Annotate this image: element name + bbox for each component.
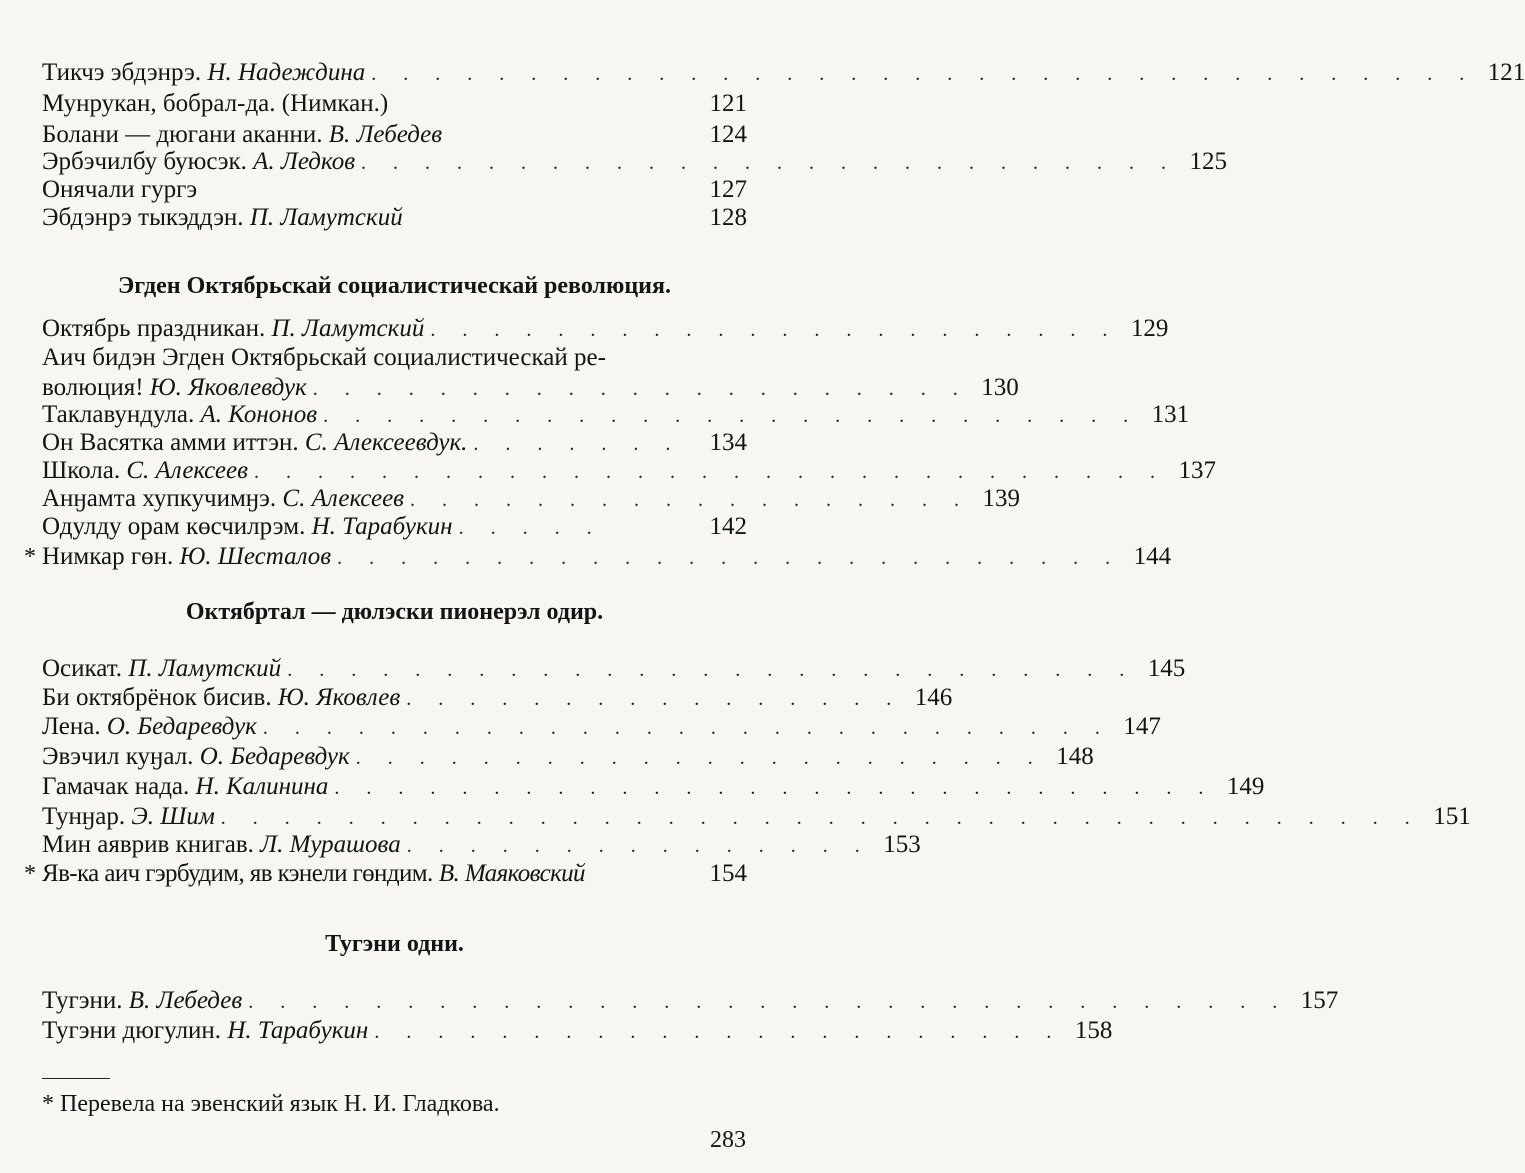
leader-dots: . . . . . . . . . . . . . . . . . . . . . . bbox=[355, 747, 1044, 769]
entry-page: 149 bbox=[1226, 773, 1265, 800]
entry-author: Э. Шим bbox=[131, 803, 215, 830]
leader-dots: . . . . . . . . . . . . . . . . . . . . . bbox=[312, 378, 969, 400]
toc-entry bbox=[42, 87, 747, 121]
entry-page: 158 bbox=[1074, 1017, 1113, 1044]
entry-page: 148 bbox=[1056, 743, 1094, 770]
leader-dots: . . . . . . . . . . . . . . . . . . . . . . . . . . bbox=[361, 152, 1178, 174]
entry-title: Лена. bbox=[42, 713, 101, 740]
toc-entry bbox=[42, 201, 747, 235]
toc-entry bbox=[42, 770, 1265, 804]
entry-title: Гамачак нада. bbox=[42, 773, 190, 800]
entry-page: 130 bbox=[981, 374, 1019, 401]
entry-page: 147 bbox=[1123, 713, 1161, 740]
toc-entry bbox=[42, 1014, 1113, 1048]
entry-page: 125 bbox=[1189, 148, 1228, 175]
leader-dots: . . . . . . . . . . . . . . . . . . . . . . . . . . . . . . . . . . . . . . bbox=[220, 807, 1421, 829]
entry-page: 134 bbox=[709, 429, 747, 456]
footnote-rule bbox=[42, 1078, 110, 1079]
section-heading: Тугэни одни. bbox=[325, 931, 464, 957]
entry-author: Ю. Яковлевдук bbox=[149, 374, 307, 401]
entry-page: 131 bbox=[1151, 401, 1190, 428]
entry-author: С. Алексеев bbox=[126, 457, 248, 484]
entry-title: Яв-ка аич гэрбудим, яв кэнели гөндим. bbox=[42, 860, 433, 887]
entry-title: Нимкар гөн. bbox=[42, 543, 174, 570]
footnote: * Перевела на эвенский язык Н. И. Гладкова. bbox=[42, 1091, 500, 1117]
entry-title: Эвэчил куӈал. bbox=[42, 743, 194, 770]
entry-author: С. Алексеев bbox=[282, 485, 405, 512]
entry-title: Эбдэнрэ тыкэддэн. bbox=[42, 204, 244, 231]
leader-dots: . . . . . . . bbox=[473, 433, 682, 455]
entry-page: 139 bbox=[982, 485, 1021, 512]
toc-entry bbox=[42, 710, 1161, 744]
entry-title: Тунӈар. bbox=[42, 803, 126, 830]
entry-title: Онячали гургэ bbox=[42, 176, 198, 203]
entry-author: Н. Калинина bbox=[195, 773, 329, 800]
entry-author: А. Ледков bbox=[253, 148, 356, 175]
entry-author: П. Ламутский bbox=[128, 655, 282, 682]
section-heading: Эгден Октябрьскай социалистическай революция. bbox=[118, 273, 671, 299]
leader-dots: . . . . . . . . . . . . . . . . . . . . . . . . . . . . . . . . . bbox=[248, 991, 1289, 1013]
entry-author: П. Ламутский bbox=[271, 315, 425, 342]
entry-page: 157 bbox=[1300, 987, 1339, 1014]
leader-dots: . . . . . . . . . . . . . . . . . . . . . . . . . bbox=[337, 547, 1122, 569]
leader-dots: . . . . . . . . . . . . . . . . . . . . . . . . . . . . . . . . . . . bbox=[371, 63, 1476, 85]
entry-author: Н. Надеждина bbox=[207, 59, 366, 86]
leader-dots: . . . . . . . . . . . . . . . . . . bbox=[410, 489, 971, 511]
entry-author: С. Алексеевдук. bbox=[304, 429, 468, 456]
entry-author: В. Лебедев bbox=[328, 121, 443, 148]
entry-title: Осикат. bbox=[42, 655, 123, 682]
leader-dots: . . . . . . . . . . . . . . . . . . . . . . bbox=[374, 1021, 1063, 1043]
leader-dots: . . . . . bbox=[458, 517, 603, 539]
leader-dots: . . . . . . . . . . . . . . . . . . . . . . bbox=[430, 319, 1119, 341]
entry-title: Эрбэчилбу буюсэк. bbox=[42, 148, 247, 175]
entry-title: Таклавундула. bbox=[42, 401, 195, 428]
entry-page: 142 bbox=[709, 513, 747, 540]
entry-author: Ю. Яковлев bbox=[277, 684, 401, 711]
entry-author: Н. Тарабукин bbox=[227, 1017, 369, 1044]
entry-title: волюция! bbox=[42, 374, 144, 401]
section-heading: Октябртал — дюлэски пионерэл одир. bbox=[185, 599, 604, 625]
entry-author: О. Бедаревдук bbox=[199, 743, 350, 770]
entry-page: 144 bbox=[1133, 543, 1172, 570]
toc-entry bbox=[42, 510, 747, 544]
footnote-marker: * bbox=[24, 861, 36, 887]
entry-author: А. Кононов bbox=[200, 401, 318, 428]
leader-dots: . . . . . . . . . . . . . . . bbox=[406, 835, 871, 857]
entry-title: Тугэни дюгулин. bbox=[42, 1017, 222, 1044]
page-number: 283 bbox=[710, 1127, 746, 1153]
toc-entry bbox=[42, 56, 1525, 90]
entry-page: 151 bbox=[1433, 803, 1471, 830]
entry-page: 153 bbox=[883, 831, 921, 858]
entry-author: П. Ламутский bbox=[249, 204, 403, 231]
entry-author: Ю. Шесталов bbox=[179, 543, 332, 570]
entry-page: 128 bbox=[709, 204, 747, 231]
entry-title: Би октябрёнок бисив. bbox=[42, 684, 272, 711]
entry-title: Он Васятка амми иттэн. bbox=[42, 429, 299, 456]
entry-author: Л. Мурашова bbox=[260, 831, 401, 858]
entry-author: В. Маяковский bbox=[438, 860, 585, 887]
entry-author: В. Лебедев bbox=[128, 987, 243, 1014]
entry-author: О. Бедаревдук bbox=[106, 713, 257, 740]
leader-dots: . . . . . . . . . . . . . . . . . . . . . . . . . . . . . bbox=[253, 461, 1166, 483]
toc-entry bbox=[42, 984, 1339, 1018]
entry-page: 146 bbox=[914, 684, 953, 711]
leader-dots: . . . . . . . . . . . . . . . . . . . . . . . . . . . bbox=[262, 717, 1111, 739]
footnote-marker: * bbox=[24, 544, 36, 570]
entry-page: 127 bbox=[709, 176, 747, 203]
entry-title-line1: Аич бидэн Эгден Октябрьскай социалистическай ре- bbox=[42, 344, 606, 371]
entry-page: 124 bbox=[709, 121, 747, 148]
toc-entry bbox=[42, 740, 1094, 774]
toc-entry bbox=[24, 540, 1172, 574]
entry-page: 154 bbox=[709, 860, 747, 887]
toc-entry bbox=[24, 857, 747, 891]
entry-title: Октябрь праздникан. bbox=[42, 315, 266, 342]
entry-title: Одулду орам көсчилрэм. bbox=[42, 513, 306, 540]
leader-dots: . . . . . . . . . . . . . . . . . . . . . . . . . . . bbox=[287, 659, 1136, 681]
entry-page: 121 bbox=[709, 90, 747, 117]
leader-dots: . . . . . . . . . . . . . . . . . . . . . . . . . . . . bbox=[334, 777, 1215, 799]
entry-page: 137 bbox=[1178, 457, 1216, 484]
toc-entry bbox=[42, 312, 1169, 346]
leader-dots: . . . . . . . . . . . . . . . . bbox=[406, 688, 903, 710]
entry-page: 145 bbox=[1147, 655, 1186, 682]
entry-title: Школа. bbox=[42, 457, 121, 484]
entry-title: Мунрукан, бобрал-да. (Нимкан.) bbox=[42, 90, 389, 117]
leader-dots: . . . . . . . . . . . . . . . . . . . . . . . . . . bbox=[323, 405, 1140, 427]
entry-page: 121 bbox=[1487, 59, 1525, 86]
entry-page: 129 bbox=[1130, 315, 1169, 342]
entry-title: Тугэни. bbox=[42, 987, 123, 1014]
entry-author: Н. Тарабукин bbox=[311, 513, 453, 540]
entry-title: Тикчэ эбдэнрэ. bbox=[42, 59, 202, 86]
entry-title: Болани — дюгани аканни. bbox=[42, 121, 323, 148]
entry-title: Мин аяврив книгав. bbox=[42, 831, 254, 858]
entry-title: Анӈамта хупкучимӈэ. bbox=[42, 485, 277, 512]
